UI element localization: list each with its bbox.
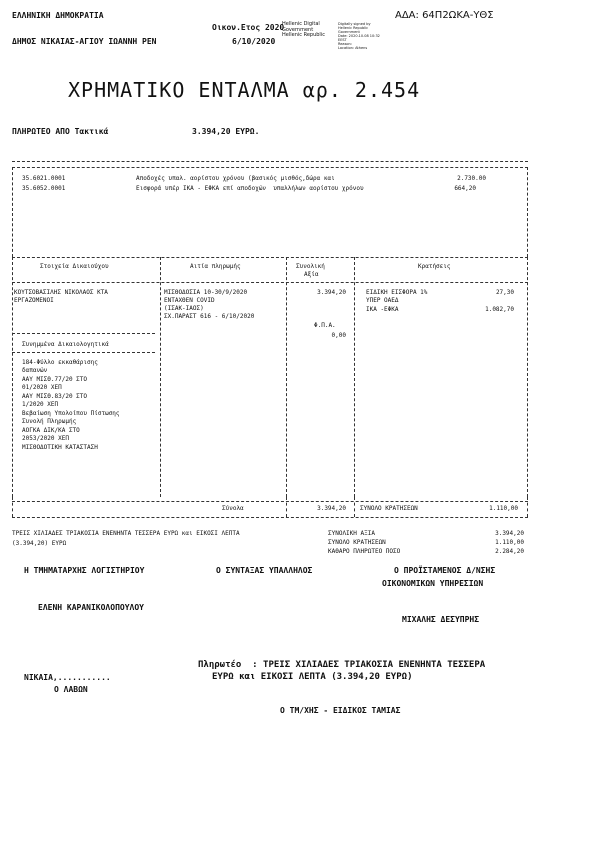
- amount-in-words: ΤΡΕΙΣ ΧΙΛΙΑΔΕΣ ΤΡΙΑΚΟΣΙΑ ΕΝΕΝΗΝΤΑ ΤΕΣΣΕΡΑ ΕΥΡΩ και ΕΙΚΟΣΙ ΛΕΠΤΑ: [12, 530, 240, 537]
- deduction-amount: 1.082,70: [485, 306, 514, 313]
- code-description: Εισφορά υπέρ ΙΚΑ - ΕΦΚΑ επί αποδοχών υπαλλήλων αορίστου χρόνου: [136, 185, 364, 192]
- summary-label: ΣΥΝΟΛΟ ΚΡΑΤΗΣΕΩΝ: [328, 539, 386, 546]
- cause-line: (ΙΣΑΚ-ΙΑΟΣ): [164, 305, 204, 312]
- header-total-value: Αξία: [304, 271, 319, 278]
- signature-director-department: ΟΙΚΟΝΟΜΙΚΩΝ ΥΠΗΡΕΣΙΩΝ: [382, 579, 484, 588]
- payable-words: Πληρωτέο : ΤΡΕΙΣ ΧΙΛΙΑΔΕΣ ΤΡΙΑΚΟΣΙΑ ΕΝΕΝΗΝΤΑ ΤΕΣΣΕΡΑ: [198, 660, 486, 670]
- treasurer-label: Ο ΤΜ/ΧΗΣ - ΕΙΔΙΚΟΣ ΤΑΜΙΑΣ: [280, 706, 401, 715]
- code-amount: 664,20: [454, 185, 476, 192]
- totals-left-border: [12, 497, 13, 517]
- cause-line: ΣΧ.ΠΑΡΑΣΤ 616 - 6/10/2020: [164, 313, 255, 320]
- totals-value: 3.394,20: [317, 505, 346, 512]
- totals-bottom-border: [12, 517, 528, 518]
- deduction-amount: 27,30: [495, 289, 514, 296]
- ada-code: ΑΔΑ: 64Π2ΩΚΑ-ΥΘΣ: [395, 10, 494, 21]
- table-left-border: [12, 257, 13, 497]
- signature-director-name: ΜΙΧΑΛΗΣ ΔΕΣΥΠΡΗΣ: [402, 615, 480, 624]
- header-cause: Αιτία πληρωμής: [190, 263, 241, 270]
- attachment-item: ΑΑΥ ΜΙΣΘ.83/20 ΣΤΟ: [22, 393, 88, 400]
- attachment-item: Συνολή Πληρωμής: [22, 418, 77, 425]
- totals-deductions-value: 1.110,00: [489, 505, 518, 512]
- codes-box-inner-border: [12, 167, 528, 168]
- attachment-item: ΜΙΣΘΟΔΟΤΙΚΗ ΚΑΤΑΣΤΑΣΗ: [22, 444, 98, 451]
- document-date: 6/10/2020: [232, 37, 276, 46]
- totals-deductions-label: ΣΥΝΟΛΟ ΚΡΑΤΗΣΕΩΝ: [360, 505, 418, 512]
- attachment-item: 1/2020 ΧΕΠ: [22, 401, 59, 408]
- vat-label: Φ.Π.Α.: [314, 322, 336, 329]
- column-divider: [354, 257, 355, 497]
- column-divider: [286, 257, 287, 497]
- fiscal-year: Οικον.Ετος 2020: [212, 23, 285, 32]
- totals-top-border: [12, 501, 528, 502]
- payment-amount: 3.394,20 ΕΥΡΩ.: [192, 127, 260, 136]
- signature-director-title: Ο ΠΡΟΪΣΤΑΜΕΝΟΣ Δ/ΝΣΗΣ: [394, 566, 496, 575]
- column-divider: [160, 257, 161, 497]
- header-deductions: Κρατήσεις: [418, 263, 451, 270]
- place-date: ΝΙΚΑΙΑ,...........: [24, 673, 111, 682]
- summary-value: 1.110,00: [495, 539, 524, 546]
- table-top-border: [12, 257, 528, 258]
- page-title: ΧΡΗΜΑΤΙΚΟ ΕΝΤΑΛΜΑ αρ. 2.454: [68, 78, 421, 102]
- municipality-label: ΔΗΜΟΣ ΝΙΚΑΙΑΣ-ΑΓΙΟΥ ΙΩΑΝΝΗ ΡΕΝ: [12, 37, 157, 46]
- summary-value: 2.284,20: [495, 548, 524, 555]
- code-description: Αποδοχές υπαλ. αορίστου χρόνου (βασικός μισθός,δώρα και: [136, 175, 335, 182]
- deduction-name: ΕΙΔΙΚΗ ΕΙΣΦΟΡΑ 1%: [366, 289, 428, 296]
- code-item: 35.6021.0001: [22, 175, 66, 182]
- deduction-name: ΥΠΕΡ ΟΑΕΔ: [366, 297, 399, 304]
- totals-right-border: [527, 497, 528, 517]
- summary-value: 3.394,20: [495, 530, 524, 537]
- codes-box-top-border: [12, 161, 528, 162]
- codes-box-left-border: [12, 167, 13, 257]
- codes-box-right-border: [527, 167, 528, 257]
- summary-label: ΣΥΝΟΛΙΚΗ ΑΞΙΑ: [328, 530, 375, 537]
- digital-signature-stamp-right: Digitally signed by Hellenic Republic Government Date: 2020.10.08 10:32 EEST Reason: Location: Athens: [338, 22, 380, 50]
- header-beneficiary: Στοιχεία Δικαιούχου: [40, 263, 109, 270]
- beneficiary-group: ΕΡΓΑΖΟΜΕΝΟΙ: [14, 297, 54, 304]
- attachment-item: 2053/2020 ΧΕΠ: [22, 435, 69, 442]
- cause-line: ΕΝΤΑΧΘΕΝ COVID: [164, 297, 215, 304]
- code-amount: 2.730.00: [457, 175, 486, 182]
- vat-value: 0,00: [331, 332, 346, 339]
- receiver-label: Ο ΛΑΒΩΝ: [54, 685, 88, 694]
- table-right-border: [527, 257, 528, 497]
- attachment-item: δαπανών: [22, 367, 48, 374]
- header-bottom-border: [12, 282, 528, 283]
- attachments-divider: [12, 352, 155, 353]
- total-value: 3.394,20: [317, 289, 346, 296]
- header-total: Συνολική: [296, 263, 325, 270]
- signature-drafter-title: Ο ΣΥΝΤΑΞΑΣ ΥΠΑΛΛΗΛΟΣ: [216, 566, 313, 575]
- code-item: 35.6052.0001: [22, 185, 66, 192]
- attachment-item: 01/2020 ΧΕΠ: [22, 384, 62, 391]
- totals-label: Σύνολα: [222, 505, 244, 512]
- totals-divider: [354, 497, 355, 517]
- deduction-name: ΙΚΑ -ΕΦΚΑ: [366, 306, 399, 313]
- totals-divider: [286, 497, 287, 517]
- country-label: ΕΛΛΗΝΙΚΗ ΔΗΜΟΚΡΑΤΙΑ: [12, 11, 104, 20]
- attachment-item: 184-Φύλλο εκκαθάρισης: [22, 359, 98, 366]
- amount-in-figures: (3.394,20) ΕΥΡΩ: [12, 540, 67, 547]
- summary-label: ΚΑΘΑΡΟ ΠΛΗΡΩΤΕΟ ΠΟΣΟ: [328, 548, 401, 555]
- attachments-title: Συνημμένα Δικαιολογητικά: [22, 341, 109, 348]
- cause-line: ΜΙΣΘΟΔΟΣΙΑ 10-30/9/2020: [164, 289, 248, 296]
- beneficiary-name: ΚΟΥΤΣΟΒΑΣΙΛΗΣ ΝΙΚΟΛΑΟΣ ΚΤΑ: [14, 289, 108, 296]
- attachments-divider: [12, 333, 155, 334]
- attachment-item: Βεβαίωση Υπολοίπου Πίστωσης: [22, 410, 120, 417]
- attachment-item: ΑΑΥ ΜΙΣΘ.77/20 ΣΤΟ: [22, 376, 88, 383]
- signature-accounting-name: ΕΛΕΝΗ ΚΑΡΑΝΙΚΟΛΟΠΟΥΛΟΥ: [38, 603, 144, 612]
- signature-accounting-title: Η ΤΜΗΜΑΤΑΡΧΗΣ ΛΟΓΙΣΤΗΡΙΟΥ: [24, 566, 145, 575]
- payment-source-label: ΠΛΗΡΩΤΕΟ ΑΠΟ Τακτικά: [12, 127, 109, 136]
- digital-signature-stamp-left: Hellenic Digital Government Hellenic Republic: [282, 21, 325, 38]
- attachment-item: ΑΟΓΚΑ ΔΙΚ/ΚΑ ΣΤΟ: [22, 427, 80, 434]
- payable-words-continued: ΕΥΡΩ και ΕΙΚΟΣΙ ΛΕΠΤΑ (3.394,20 ΕΥΡΩ): [212, 672, 413, 682]
